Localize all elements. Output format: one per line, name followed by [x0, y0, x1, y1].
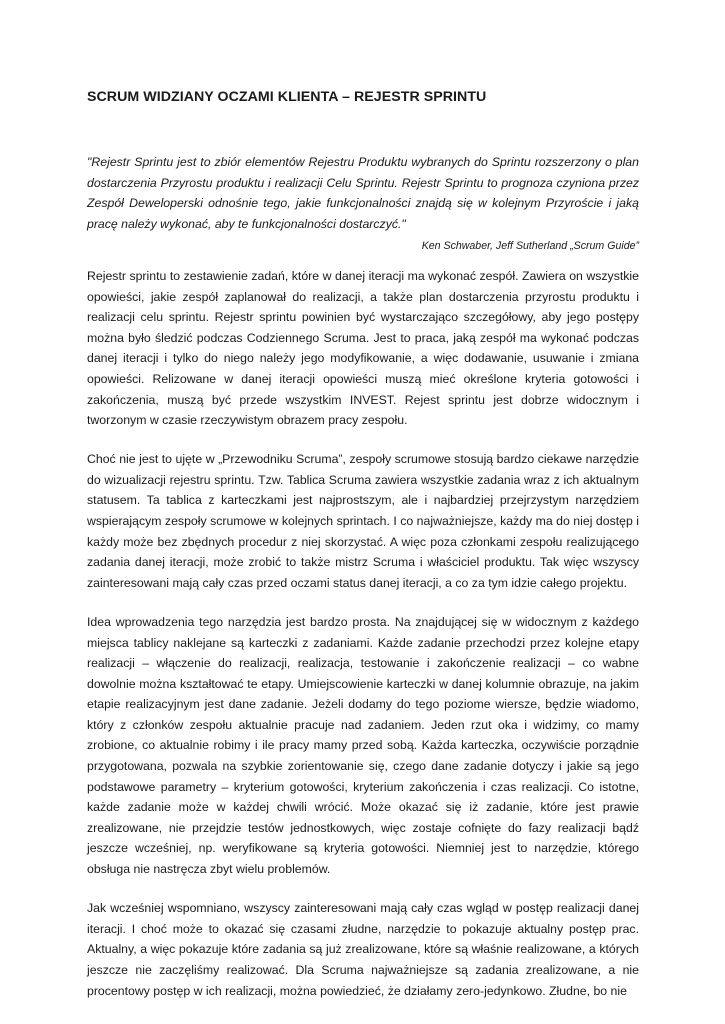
scrum-guide-quote: "Rejestr Sprintu jest to zbiór elementów Rejestru Produktu wybranych do Sprintu rozszerzony o plan dostarczenia Przyrostu produktu i realizacji Celu Sprintu. Rejestr Sprintu to prognoza czyniona przez Zespół Deweloperski odnośnie tego, jakie funkcjonalności znajdą się w kolejnym Przyroście i jaką pracę należy wykonać, aby te funkcjonalności dostarczyć."	[87, 155, 639, 231]
quote-attribution: Ken Schwaber, Jeff Sutherland „Scrum Guide”	[421, 240, 639, 252]
paragraph: Jak wcześniej wspomniano, wszyscy zainteresowani mają cały czas wgląd w postęp realizacji danej iteracji. I choć może to okazać się czasami złudne, narzędzie to pokazuje aktualny postęp prac. Aktualny, a więc pokazuje które zadania są już zrealizowane, które są właśnie realizowane, a których jeszcze nie zaczęliśmy realizować. Dla Scruma najważniejsze są zadania zrealizowane, a nie procentowy postęp w ich realizacji, można powiedzieć, że działamy zero-jedynkowo. Złudne, bo nie	[87, 901, 639, 998]
paragraph: Rejestr sprintu to zestawienie zadań, które w danej iteracji ma wykonać zespół. Zawiera on wszystkie opowieści, jakie zespół zaplanował do realizacji, a także plan dostarczenia przyrostu produktu i realizacji celu sprintu. Rejestr sprintu powinien być wystarczająco szczegółowy, aby jego postępy można było śledzić podczas Codziennego Scruma. Jest to praca, jaką zespół ma wykonać podczas danej iteracji i tylko do niego należy jego modyfikowanie, a więc dodawanie, usuwanie i zmiana opowieści. Relizowane w danej iteracji opowieści muszą mieć określone kryteria gotowości i zakończenia, muszą być przede wszystkim INVEST. Rejest sprintu jest dobrze widocznym i tworzonym w czasie rzeczywistym obrazem pracy zespołu.	[87, 269, 639, 428]
document-title: SCRUM WIDZIANY OCZAMI KLIENTA – REJESTR SPRINTU	[87, 89, 487, 105]
paragraph: Idea wprowadzenia tego narzędzia jest bardzo prosta. Na znajdującej się w widocznym z każdego miejsca tablicy naklejane są karteczki z zadaniami. Każde zadanie przechodzi przez kolejne etapy realizacji – włączenie do realizacji, realizacja, testowanie i zakończenie realizacji – co wabne dowolnie można kształtować te etapy. Umiejscowienie karteczki w danej kolumnie obrazuje, na jakim etapie realizacyjnym jest dane zadanie. Jeżeli dodamy do tego poziome wiersze, będzie wiadomo, który z członków zespołu aktualnie pracuje nad zadaniem. Jeden rzut oka i widzimy, co mamy zrobione, co aktualnie robimy i ile pracy mamy przed sobą. Każda karteczka, oczywiście porządnie przygotowana, pozwala na szybkie zorientowanie się, czego dane zadanie dotyczy i jakie są jego podstawowe parametry – kryterium gotowości, kryterium zakończenia i czas realizacji. Co istotne, każde zadanie może w każdej chwili wrócić. Może okazać się iż zadanie, które jest prawie zrealizowane, nie przejdzie testów jednostkowych, więc zostaje cofnięte do fazy realizacji bądź jeszcze wcześniej, np. weryfikowane są kryteria gotowości. Niemniej jest to narzędzie, którego obsługa nie nastręcza zbyt wielu problemów.	[87, 614, 639, 877]
document-body	[87, 266, 639, 1020]
paragraph: Choć nie jest to ujęte w „Przewodniku Scruma”, zespoły scrumowe stosują bardzo ciekawe narzędzie do wizualizacji rejestru sprintu. Tzw. Tablica Scruma zawiera wszystkie zadania wraz z ich aktualnym statusem. Ta tablica z karteczkami jest najprostszym, ale i najbardziej przejrzystym narzędziem wspierającym zespoły scrumowe w kolejnych sprintach. I co najważniejsze, każdy ma do niej dostęp i każdy może bez zbędnych procedur z niej skorzystać. A więc poza członkami zespołu realizującego zadania danej iteracji, może zrobić to także mistrz Scruma i właściciel produktu. Tak więc wszyscy zainteresowani mają cały czas przed oczami status danej iteracji, a co za tym idzie całego projektu.	[87, 452, 639, 590]
